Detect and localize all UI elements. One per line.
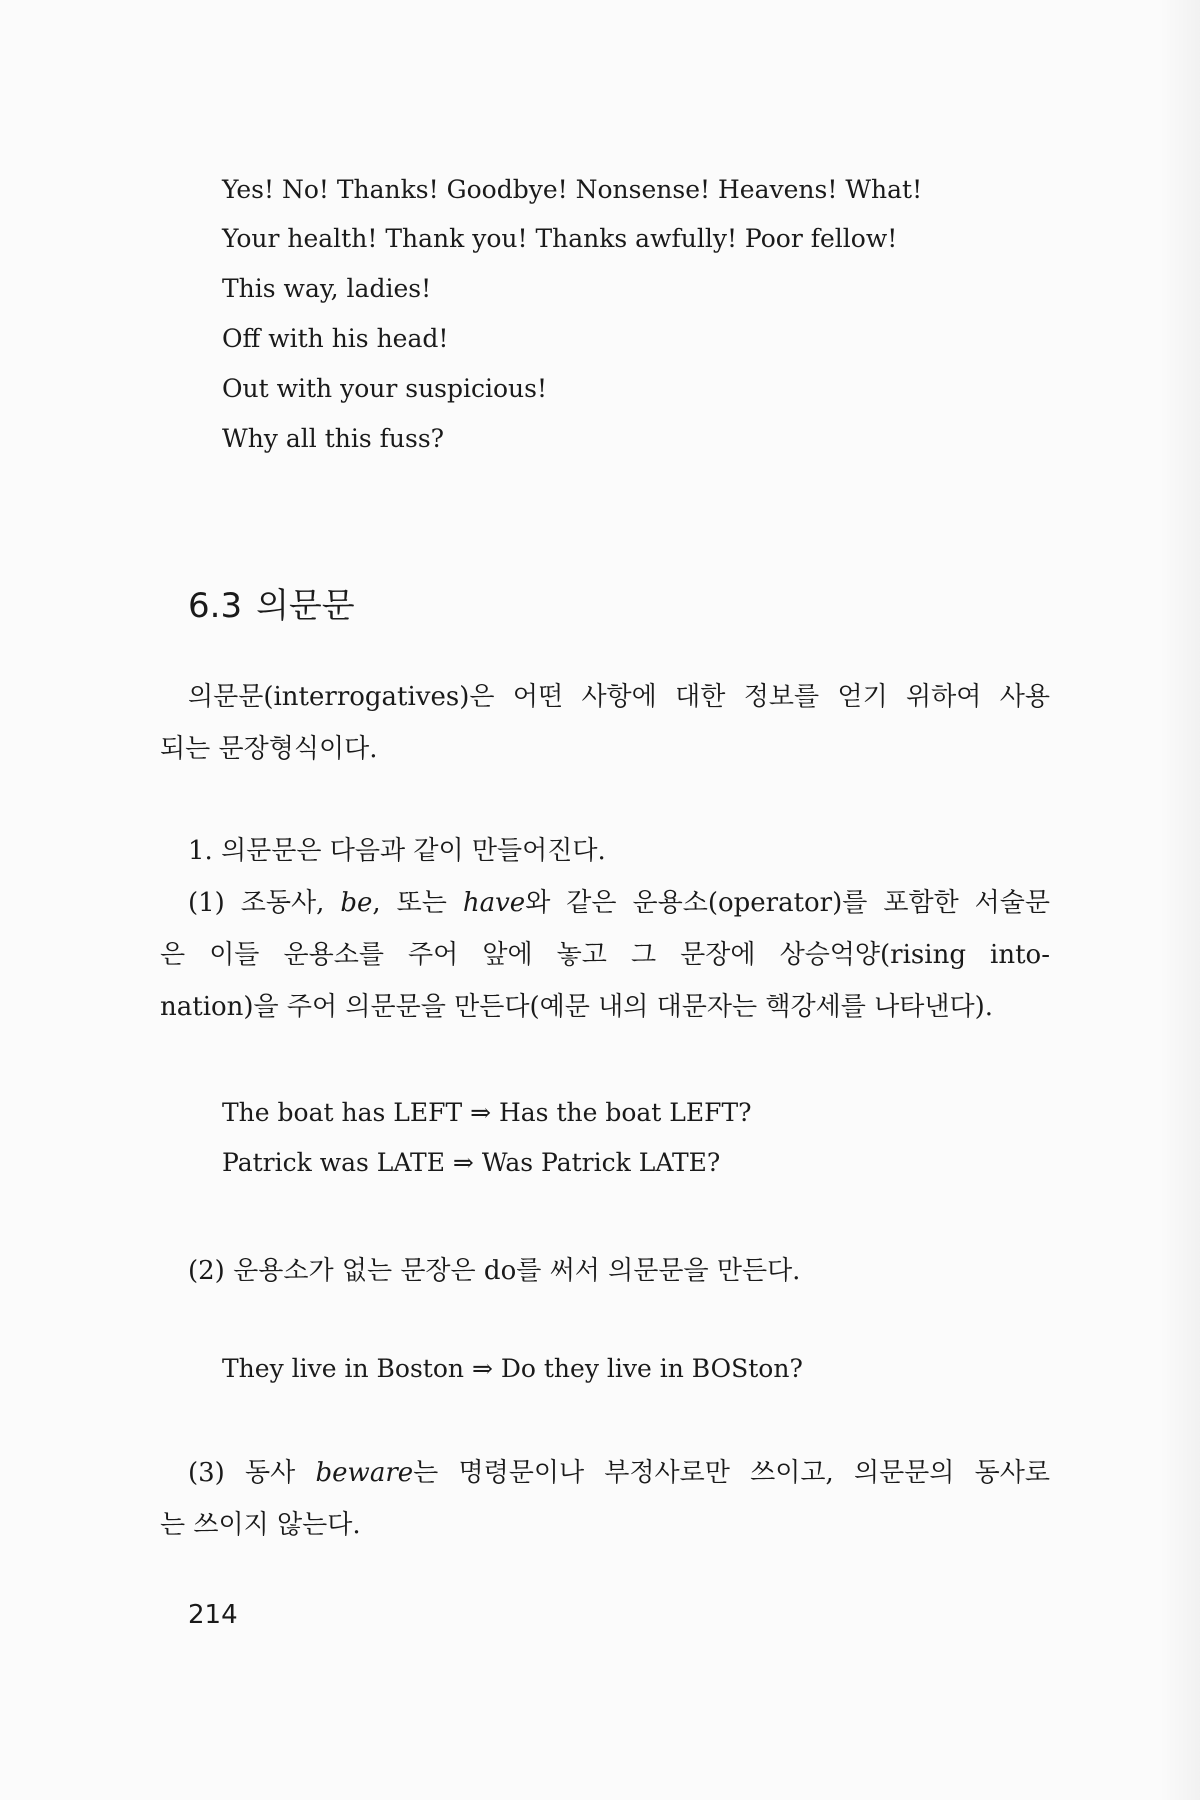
exclamation-line: This way, ladies!	[222, 274, 432, 303]
section-number: 6.3	[188, 586, 243, 626]
intro-line-2: 되는 문장형식이다.	[160, 734, 378, 764]
rule-2: (2) 운용소가 없는 문장은 do를 써서 의문문을 만든다.	[188, 1256, 801, 1286]
point-1: 1. 의문문은 다음과 같이 만들어진다.	[188, 836, 606, 866]
rule-1-line-3: nation)을 주어 의문문을 만든다(예문 내의 대문자는 핵강세를 나타낸다).	[160, 992, 993, 1022]
rule-1-text: 와 같은 운용소(operator)를 포함한 서술문	[525, 888, 1050, 918]
page-number: 214	[188, 1600, 238, 1630]
rule-1-text: (1) 조동사,	[188, 888, 341, 918]
example-line: The boat has LEFT ⇒ Has the boat LEFT?	[222, 1098, 752, 1127]
term-be: be	[340, 888, 373, 918]
exclamation-line: Why all this fuss?	[222, 424, 445, 453]
term-have: have	[462, 888, 526, 918]
exclamation-line: Off with his head!	[222, 324, 449, 353]
rule-3-line-1	[188, 1452, 1050, 1489]
example-line: They live in Boston ⇒ Do they live in BOSton?	[222, 1354, 803, 1383]
exclamation-line: Your health! Thank you! Thanks awfully! Poor fellow!	[222, 224, 898, 253]
intro-line-1: 의문문(interrogatives)은 어떤 사항에 대한 정보를 얻기 위하여 사용	[188, 682, 1050, 712]
rule-3-line-2: 는 쓰이지 않는다.	[160, 1510, 361, 1540]
example-line: Patrick was LATE ⇒ Was Patrick LATE?	[222, 1148, 721, 1177]
term-beware: beware	[315, 1458, 414, 1488]
exclamation-line: Out with your suspicious!	[222, 374, 548, 403]
rule-1-text: , 또는	[372, 888, 463, 918]
section-title: 의문문	[256, 586, 355, 626]
section-heading	[188, 578, 355, 627]
rule-1-line-1	[188, 882, 1050, 919]
exclamation-line: Yes! No! Thanks! Goodbye! Nonsense! Heavens! What!	[222, 175, 923, 204]
page-edge-shadow	[1160, 0, 1200, 1800]
rule-1-line-2: 은 이들 운용소를 주어 앞에 놓고 그 문장에 상승억양(rising into-	[160, 940, 1050, 970]
rule-3-text: 는 명령문이나 부정사로만 쓰이고, 의문문의 동사로	[413, 1458, 1050, 1488]
rule-3-text: (3) 동사	[188, 1458, 316, 1488]
